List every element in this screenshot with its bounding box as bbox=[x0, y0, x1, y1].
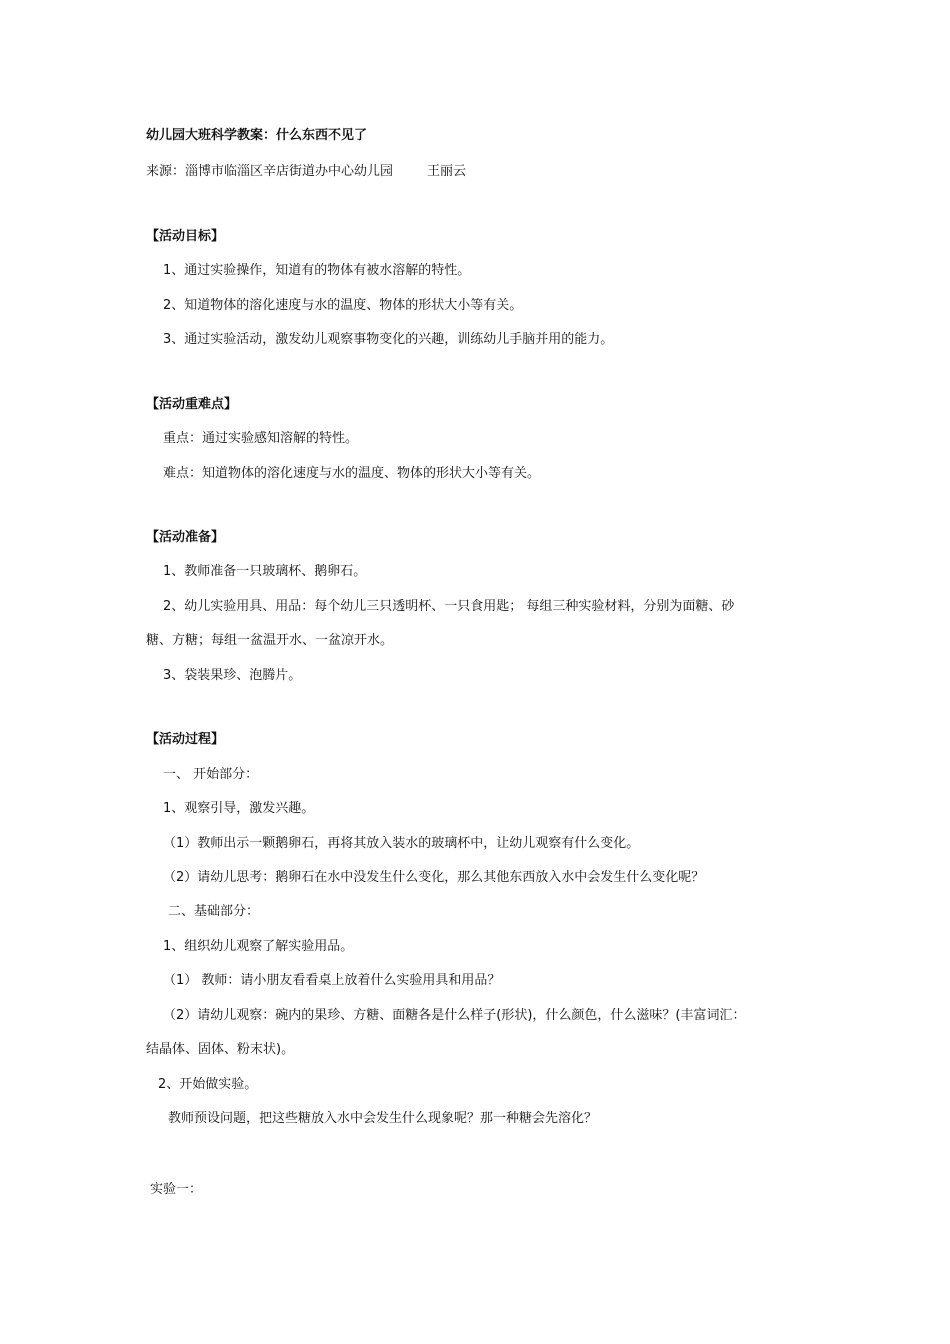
process-item: （2）请幼儿观察：碗内的果珍、方糖、面糖各是什么样子(形状)，什么颜色，什么滋味？(丰富词汇： bbox=[163, 1008, 746, 1023]
process-item: 2、开始做实验。 bbox=[158, 1077, 258, 1092]
goal-item: 3、通过实验活动，激发幼儿观察事物变化的兴趣，训练幼儿手脑并用的能力。 bbox=[163, 332, 614, 347]
process-item: 教师预设问题，把这些糖放入水中会发生什么现象呢？那一种糖会先溶化？ bbox=[168, 1111, 598, 1126]
document-title: 幼儿园大班科学教案：什么东西不见了 bbox=[146, 128, 368, 143]
section-heading-preparation: 【活动准备】 bbox=[146, 530, 225, 545]
preparation-item-continuation: 糖、方糖；每组一盆温开水、一盆凉开水。 bbox=[146, 633, 394, 648]
process-item: （1） 教师：请小朋友看看桌上放着什么实验用具和用品？ bbox=[163, 973, 501, 988]
process-subheading: 二、基础部分： bbox=[168, 904, 260, 919]
preparation-item: 2、幼儿实验用具、用品：每个幼儿三只透明杯、一只食用匙； 每组三种实验材料，分别为面糖、砂 bbox=[163, 599, 735, 614]
process-item: （2）请幼儿思考：鹅卵石在水中没发生什么变化，那么其他东西放入水中会发生什么变化呢？ bbox=[163, 870, 705, 885]
key-point-item: 难点：知道物体的溶化速度与水的温度、物体的形状大小等有关。 bbox=[163, 466, 541, 481]
key-point-item: 重点：通过实验感知溶解的特性。 bbox=[163, 431, 359, 446]
process-item: 1、组织幼儿观察了解实验用品。 bbox=[163, 939, 354, 954]
source-label: 来源：淄博市临淄区辛店街道办中心幼儿园 bbox=[146, 164, 394, 179]
process-item: 1、观察引导，激发兴趣。 bbox=[163, 801, 315, 816]
goal-item: 2、知道物体的溶化速度与水的温度、物体的形状大小等有关。 bbox=[163, 298, 523, 313]
process-item-continuation: 结晶体、固体、粉末状)。 bbox=[146, 1042, 295, 1057]
preparation-item: 3、袋装果珍、泡腾片。 bbox=[163, 668, 302, 683]
preparation-item: 1、教师准备一只玻璃杯、鹅卵石。 bbox=[163, 564, 367, 579]
process-subheading: 一、 开始部分： bbox=[163, 767, 259, 782]
author-name: 王丽云 bbox=[427, 164, 467, 179]
goal-item: 1、通过实验操作，知道有的物体有被水溶解的特性。 bbox=[163, 263, 471, 278]
process-item: （1）教师出示一颗鹅卵石，再将其放入装水的玻璃杯中，让幼儿观察有什么变化。 bbox=[163, 836, 640, 851]
section-heading-process: 【活动过程】 bbox=[146, 732, 225, 747]
source-line bbox=[146, 163, 466, 181]
section-heading-key-points: 【活动重难点】 bbox=[146, 397, 238, 412]
section-heading-goals: 【活动目标】 bbox=[146, 229, 225, 244]
experiment-heading: 实验一： bbox=[150, 1182, 203, 1197]
